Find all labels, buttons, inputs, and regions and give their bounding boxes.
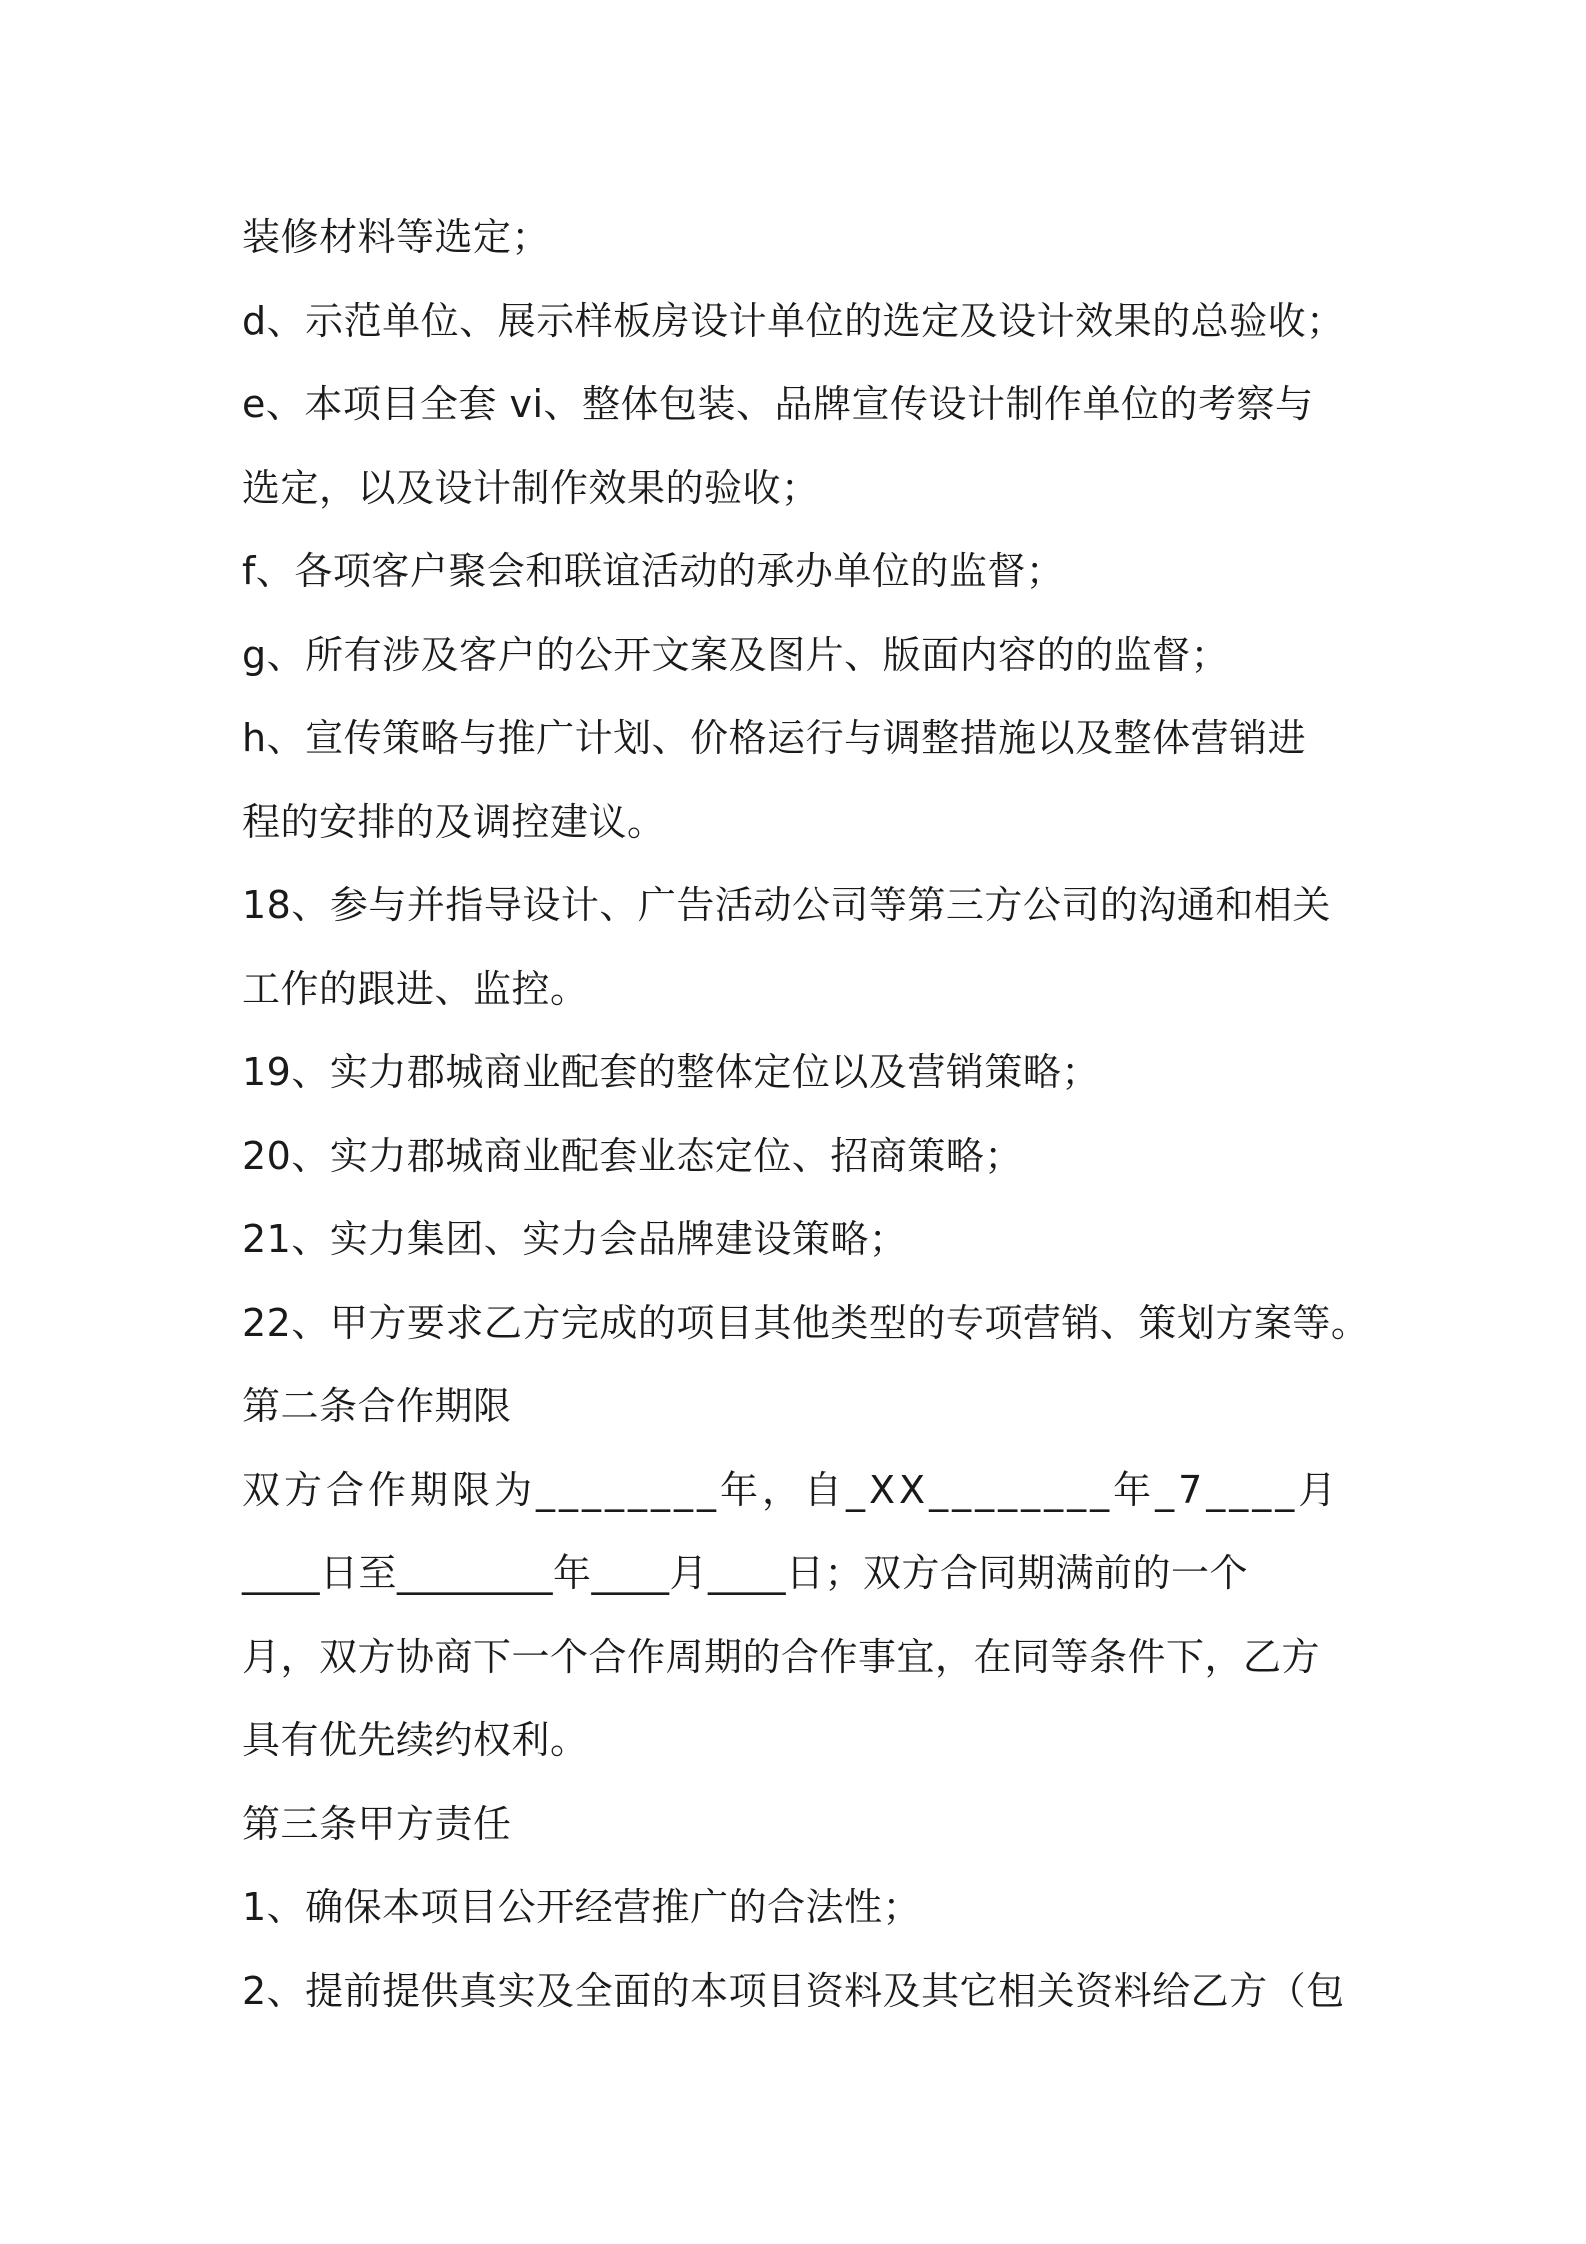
section-heading: 第二条合作期限 [242,1384,512,1428]
text-line: f、各项客户聚会和联谊活动的承办单位的监督； [242,549,1065,593]
text-line: 20、实力郡城商业配套业态定位、招商策略； [242,1133,1023,1178]
text-line: 选定，以及设计制作效果的验收； [242,465,820,510]
text-line: h、宣传策略与推广计划、价格运行与调整措施以及整体营销进 [242,716,1307,760]
text-line: 19、实力郡城商业配套的整体定位以及营销策略； [242,1050,1100,1094]
text-line: 22、甲方要求乙方完成的项目其他类型的专项营销、策划方案等。 [242,1300,1370,1345]
text-line: d、示范单位、展示样板房设计单位的选定及设计效果的总验收； [242,298,1345,343]
text-line: e、本项目全套 vi、整体包装、品牌宣传设计制作单位的考察与 [242,382,1314,426]
text-line: 18、参与并指导设计、广告活动公司等第三方公司的沟通和相关 [242,883,1331,927]
text-line: 2、提前提供真实及全面的本项目资料及其它相关资料给乙方（包 [242,1968,1345,2013]
document-body [242,196,1370,2033]
section-heading: 第三条甲方责任 [242,1801,512,1846]
text-line: 装修材料等选定； [242,215,551,259]
text-line: 1、确保本项目公开经营推广的合法性； [242,1885,922,1929]
text-line: 双方合作期限为________年，自_XX________年_7____月 [242,1467,1341,1512]
text-line: 程的安排的及调控建议。 [242,799,666,844]
text-line: 21、实力集团、实力会品牌建设策略； [242,1217,908,1261]
text-line: ____日至________年____月____日；双方合同期满前的一个 [242,1551,1249,1595]
text-line: 工作的跟进、监控。 [242,966,589,1011]
text-line: 具有优先续约权利。 [242,1718,589,1762]
text-line: 月，双方协商下一个合作周期的合作事宜，在同等条件下，乙方 [242,1634,1321,1679]
text-line: g、所有涉及客户的公开文案及图片、版面内容的的监督； [242,632,1230,677]
